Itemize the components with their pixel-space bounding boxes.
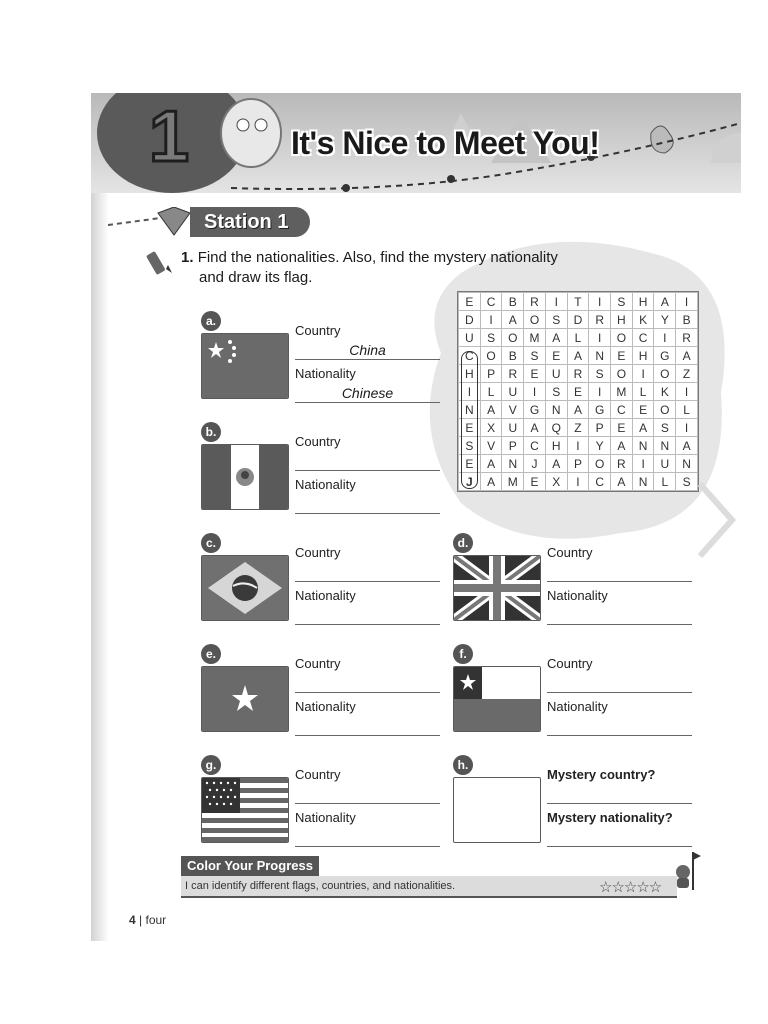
- item-g: [201, 755, 447, 855]
- word-search-cell[interactable]: P: [480, 365, 502, 383]
- word-search-cell[interactable]: L: [654, 473, 676, 491]
- station-label: Station 1: [190, 207, 310, 237]
- word-search-cell[interactable]: K: [632, 311, 654, 329]
- word-search-cell[interactable]: A: [545, 329, 567, 347]
- item-letter: f.: [453, 644, 473, 664]
- word-search-cell[interactable]: A: [611, 437, 633, 455]
- item-letter: c.: [201, 533, 221, 553]
- exercise-instruction: [181, 248, 558, 288]
- word-search-cell[interactable]: P: [567, 455, 589, 473]
- station-header: [108, 207, 318, 237]
- nationality-answer-line[interactable]: [547, 624, 692, 625]
- word-search-cell[interactable]: E: [459, 455, 481, 473]
- mystery-country-label: Mystery country?: [547, 767, 656, 782]
- word-search-cell[interactable]: R: [589, 311, 611, 329]
- word-search-cell[interactable]: S: [611, 293, 633, 311]
- word-search-cell[interactable]: O: [502, 329, 524, 347]
- word-search-cell[interactable]: I: [545, 293, 567, 311]
- word-search-cell[interactable]: A: [524, 419, 546, 437]
- flag-character-icon: [673, 850, 701, 890]
- word-search-cell[interactable]: A: [502, 311, 524, 329]
- word-search-table: [458, 292, 698, 491]
- word-search-cell[interactable]: G: [524, 401, 546, 419]
- word-search-cell[interactable]: A: [654, 293, 676, 311]
- word-search-cell[interactable]: I: [654, 329, 676, 347]
- word-search-cell[interactable]: S: [545, 383, 567, 401]
- nationality-label: Nationality: [295, 588, 356, 603]
- word-search-cell[interactable]: Y: [654, 311, 676, 329]
- item-h: [453, 755, 699, 855]
- word-search-cell[interactable]: E: [459, 419, 481, 437]
- word-search-cell[interactable]: D: [459, 311, 481, 329]
- word-search-cell[interactable]: A: [480, 401, 502, 419]
- word-search-cell[interactable]: N: [459, 401, 481, 419]
- word-search-cell[interactable]: I: [589, 293, 611, 311]
- word-search-cell[interactable]: S: [676, 473, 698, 491]
- nationality-answer-line[interactable]: [295, 624, 440, 625]
- word-search-cell[interactable]: O: [654, 401, 676, 419]
- word-search-cell[interactable]: R: [524, 293, 546, 311]
- word-search-cell[interactable]: Y: [589, 437, 611, 455]
- workbook-page: [91, 93, 741, 941]
- nationality-label: Nationality: [295, 810, 356, 825]
- word-search-row: [459, 473, 698, 491]
- word-search-cell[interactable]: I: [632, 455, 654, 473]
- word-search-cell[interactable]: N: [589, 347, 611, 365]
- word-search-cell[interactable]: N: [545, 401, 567, 419]
- word-search-cell[interactable]: A: [480, 473, 502, 491]
- word-search-cell[interactable]: N: [502, 455, 524, 473]
- nationality-label: Nationality: [295, 366, 356, 381]
- word-search-cell[interactable]: I: [567, 437, 589, 455]
- word-search-cell[interactable]: L: [567, 329, 589, 347]
- nationality-label: Nationality: [547, 699, 608, 714]
- word-search-cell[interactable]: H: [459, 365, 481, 383]
- word-search-cell[interactable]: B: [676, 311, 698, 329]
- page-number: 4 | four: [129, 913, 167, 927]
- word-search-cell[interactable]: X: [545, 473, 567, 491]
- word-search-cell[interactable]: J: [524, 455, 546, 473]
- country-answer[interactable]: China: [349, 342, 386, 358]
- word-search-cell[interactable]: Q: [545, 419, 567, 437]
- word-search-cell[interactable]: H: [632, 347, 654, 365]
- word-search-grid[interactable]: [457, 291, 699, 492]
- next-page-arrow-icon[interactable]: [694, 480, 738, 560]
- word-search-cell[interactable]: I: [589, 329, 611, 347]
- word-search-cell[interactable]: N: [676, 455, 698, 473]
- word-search-cell[interactable]: S: [545, 311, 567, 329]
- country-label: Country: [547, 656, 593, 671]
- nationality-answer-line[interactable]: [295, 846, 440, 847]
- china-flag-icon: [201, 333, 289, 399]
- pencil-icon: [146, 245, 176, 275]
- word-search-cell[interactable]: U: [502, 419, 524, 437]
- word-search-row: [459, 293, 698, 311]
- word-search-cell[interactable]: A: [611, 473, 633, 491]
- word-search-cell[interactable]: E: [524, 473, 546, 491]
- word-search-cell[interactable]: J: [459, 473, 481, 491]
- color-your-progress: [181, 856, 693, 896]
- unit-number: 1: [149, 97, 190, 177]
- word-search-cell[interactable]: A: [676, 437, 698, 455]
- word-search-row: [459, 329, 698, 347]
- item-letter: b.: [201, 422, 221, 442]
- word-search-cell[interactable]: A: [567, 401, 589, 419]
- nationality-label: Nationality: [547, 588, 608, 603]
- word-search-cell[interactable]: E: [632, 401, 654, 419]
- word-search-cell[interactable]: C: [480, 293, 502, 311]
- word-search-cell[interactable]: G: [589, 401, 611, 419]
- nationality-answer-line[interactable]: [547, 735, 692, 736]
- word-search-cell[interactable]: U: [502, 383, 524, 401]
- word-search-cell[interactable]: L: [632, 383, 654, 401]
- circled-word-chinese: [461, 351, 478, 489]
- progress-stars[interactable]: ☆☆☆☆☆: [599, 879, 662, 896]
- unit-banner: [91, 93, 741, 193]
- word-search-cell[interactable]: P: [589, 419, 611, 437]
- nationality-label: Nationality: [295, 477, 356, 492]
- word-search-cell[interactable]: L: [676, 401, 698, 419]
- exercise-number: 1.: [181, 249, 194, 266]
- mystery-nationality-label: Mystery nationality?: [547, 810, 673, 825]
- word-search-cell[interactable]: O: [589, 455, 611, 473]
- page-shadow: [91, 93, 109, 941]
- word-search-cell[interactable]: A: [567, 347, 589, 365]
- item-d: [453, 533, 699, 633]
- word-search-cell[interactable]: A: [676, 347, 698, 365]
- brazil-flag-icon: [201, 555, 289, 621]
- word-search-cell[interactable]: S: [589, 365, 611, 383]
- item-e: [201, 644, 447, 744]
- country-label: Country: [295, 656, 341, 671]
- word-search-cell[interactable]: C: [589, 473, 611, 491]
- word-search-cell[interactable]: G: [654, 347, 676, 365]
- word-search-cell[interactable]: N: [654, 437, 676, 455]
- item-letter: g.: [201, 755, 221, 775]
- item-letter: h.: [453, 755, 473, 775]
- unit-title: It's Nice to Meet You!: [291, 125, 600, 161]
- word-search-cell[interactable]: C: [524, 437, 546, 455]
- word-search-cell[interactable]: O: [654, 365, 676, 383]
- country-label: Country: [295, 434, 341, 449]
- instruction-line-2: and draw its flag.: [199, 269, 313, 286]
- word-search-cell[interactable]: M: [502, 473, 524, 491]
- word-search-cell[interactable]: Z: [676, 365, 698, 383]
- word-search-cell[interactable]: T: [567, 293, 589, 311]
- word-search-cell[interactable]: E: [611, 419, 633, 437]
- item-a: [201, 311, 447, 411]
- word-search-row: [459, 437, 698, 455]
- word-search-cell[interactable]: M: [611, 383, 633, 401]
- country-label: Country: [295, 767, 341, 782]
- word-search-cell[interactable]: E: [611, 347, 633, 365]
- mexico-flag-icon: [201, 444, 289, 510]
- progress-bar: [181, 876, 677, 898]
- word-search-cell[interactable]: N: [632, 437, 654, 455]
- nationality-label: Nationality: [295, 699, 356, 714]
- nationality-answer-line[interactable]: [295, 735, 440, 736]
- word-search-cell[interactable]: R: [502, 365, 524, 383]
- word-search-cell[interactable]: I: [524, 383, 546, 401]
- country-answer-line[interactable]: [295, 803, 440, 804]
- word-search-cell[interactable]: O: [611, 329, 633, 347]
- word-search-cell[interactable]: I: [589, 383, 611, 401]
- answer-line: [295, 402, 440, 403]
- nationality-answer-line[interactable]: [295, 513, 440, 514]
- word-search-cell[interactable]: D: [567, 311, 589, 329]
- word-search-cell[interactable]: C: [632, 329, 654, 347]
- word-search-cell[interactable]: U: [545, 365, 567, 383]
- word-search-cell[interactable]: S: [459, 437, 481, 455]
- word-search-cell[interactable]: E: [545, 347, 567, 365]
- blank-flag-box[interactable]: [453, 777, 541, 843]
- word-search-row: [459, 347, 698, 365]
- word-search-cell[interactable]: Z: [567, 419, 589, 437]
- word-search-cell[interactable]: K: [654, 383, 676, 401]
- word-search-cell[interactable]: U: [459, 329, 481, 347]
- word-search-cell[interactable]: A: [632, 419, 654, 437]
- word-search-cell[interactable]: L: [480, 383, 502, 401]
- page-number-digit: 4: [129, 913, 136, 927]
- word-search-cell[interactable]: I: [567, 473, 589, 491]
- item-c: [201, 533, 447, 633]
- country-answer-line[interactable]: [547, 581, 692, 582]
- word-search-cell[interactable]: R: [567, 365, 589, 383]
- word-search-cell[interactable]: R: [676, 329, 698, 347]
- item-letter: e.: [201, 644, 221, 664]
- word-search-cell[interactable]: E: [524, 365, 546, 383]
- chile-flag-icon: [453, 666, 541, 732]
- progress-statement: I can identify different flags, countries, and nationalities.: [185, 880, 456, 892]
- word-search-cell[interactable]: V: [502, 401, 524, 419]
- word-search-cell[interactable]: S: [654, 419, 676, 437]
- progress-title: Color Your Progress: [181, 856, 319, 876]
- word-search-cell[interactable]: H: [545, 437, 567, 455]
- word-search-cell[interactable]: E: [567, 383, 589, 401]
- word-search-cell[interactable]: R: [611, 455, 633, 473]
- word-search-row: [459, 365, 698, 383]
- country-label: Country: [295, 323, 341, 338]
- mystery-country-answer-line[interactable]: [547, 803, 692, 804]
- word-search-cell[interactable]: I: [676, 293, 698, 311]
- word-search-cell[interactable]: C: [459, 347, 481, 365]
- page-number-word: four: [145, 913, 167, 927]
- mystery-nationality-answer-line[interactable]: [547, 846, 692, 847]
- country-label: Country: [547, 545, 593, 560]
- word-search-cell[interactable]: A: [480, 455, 502, 473]
- country-answer-line[interactable]: [295, 581, 440, 582]
- item-letter: d.: [453, 533, 473, 553]
- word-search-cell[interactable]: H: [632, 293, 654, 311]
- word-search-cell[interactable]: U: [654, 455, 676, 473]
- word-search-cell[interactable]: V: [480, 437, 502, 455]
- word-search-cell[interactable]: N: [632, 473, 654, 491]
- word-search-cell[interactable]: O: [524, 311, 546, 329]
- answer-line: [295, 359, 440, 360]
- word-search-cell[interactable]: O: [611, 365, 633, 383]
- item-b: [201, 422, 447, 522]
- word-search-cell[interactable]: P: [502, 437, 524, 455]
- word-search-cell[interactable]: O: [480, 347, 502, 365]
- nationality-answer[interactable]: Chinese: [341, 385, 394, 401]
- vietnam-flag-icon: [201, 666, 289, 732]
- item-f: [453, 644, 699, 744]
- word-search-cell[interactable]: S: [480, 329, 502, 347]
- country-answer-line[interactable]: [547, 692, 692, 693]
- word-search-cell[interactable]: E: [459, 293, 481, 311]
- word-search-cell[interactable]: B: [502, 293, 524, 311]
- word-search-cell[interactable]: B: [502, 347, 524, 365]
- word-search-cell[interactable]: A: [545, 455, 567, 473]
- uk-flag-icon: [453, 555, 541, 621]
- country-label: Country: [295, 545, 341, 560]
- word-search-cell[interactable]: S: [524, 347, 546, 365]
- word-search-row: [459, 419, 698, 437]
- word-search-row: [459, 311, 698, 329]
- word-search-cell[interactable]: I: [459, 383, 481, 401]
- word-search-cell[interactable]: I: [676, 419, 698, 437]
- instruction-line-1: Find the nationalities. Also, find the mystery nationality: [197, 249, 558, 266]
- word-search-row: [459, 455, 698, 473]
- word-search-row: [459, 401, 698, 419]
- word-search-cell[interactable]: X: [480, 419, 502, 437]
- country-answer-line[interactable]: [295, 470, 440, 471]
- word-search-cell[interactable]: C: [611, 401, 633, 419]
- usa-flag-icon: [201, 777, 289, 843]
- word-search-cell[interactable]: H: [611, 311, 633, 329]
- country-answer-line[interactable]: [295, 692, 440, 693]
- item-letter: a.: [201, 311, 221, 331]
- word-search-cell[interactable]: I: [632, 365, 654, 383]
- word-search-cell[interactable]: I: [676, 383, 698, 401]
- word-search-row: [459, 383, 698, 401]
- word-search-cell[interactable]: I: [480, 311, 502, 329]
- word-search-cell[interactable]: M: [524, 329, 546, 347]
